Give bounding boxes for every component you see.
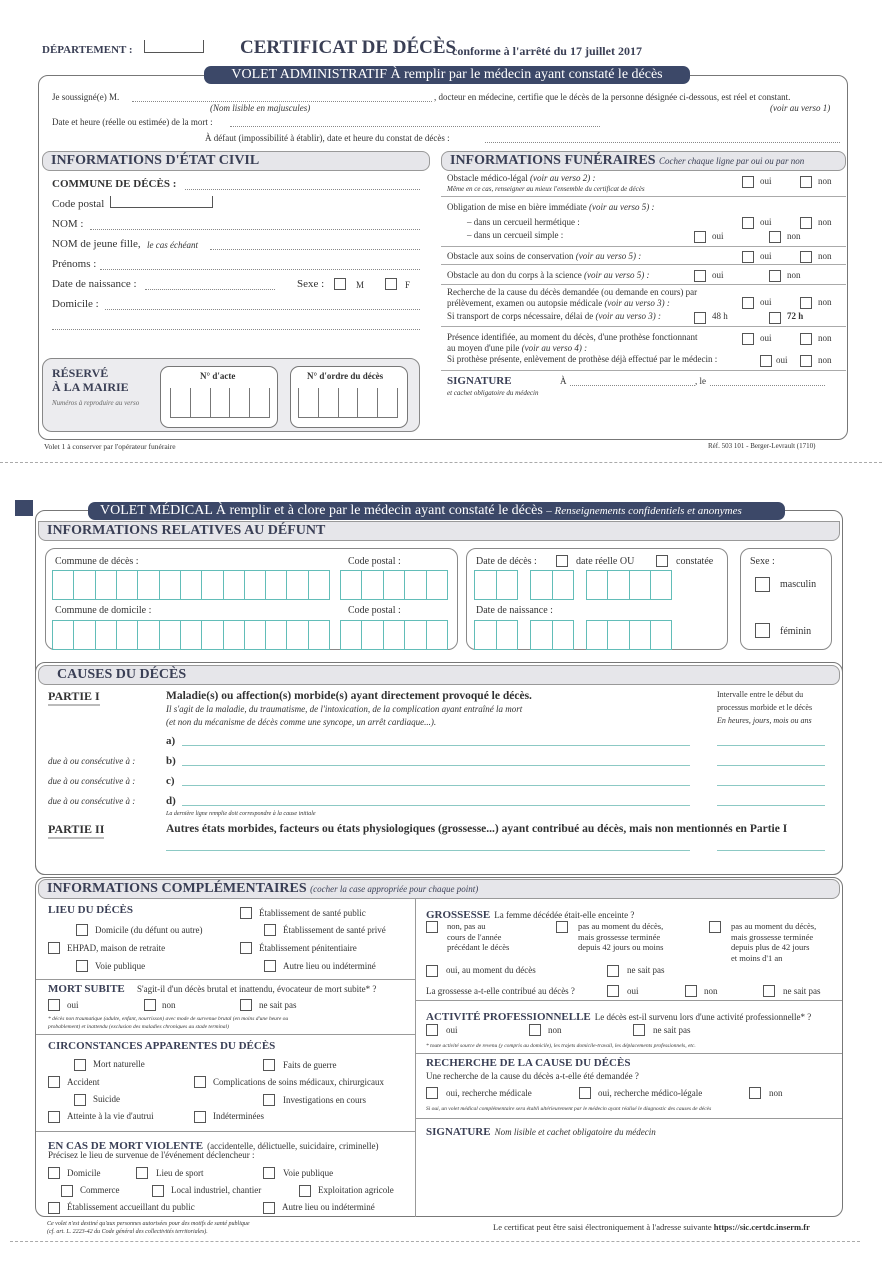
medicale-label: oui, recherche médicale (446, 1088, 532, 1098)
non-label: non (818, 176, 832, 186)
etat-civil-header: INFORMATIONS D'ÉTAT CIVIL (42, 151, 430, 171)
date-mort-field[interactable] (230, 126, 600, 127)
circ-accident[interactable] (48, 1076, 60, 1088)
accident-label: Accident (67, 1077, 100, 1087)
circ-suicide[interactable] (74, 1094, 86, 1106)
commune-deces-field[interactable] (52, 570, 330, 600)
contrib-question: La grossesse a-t-elle contribué au décès ? (426, 986, 575, 996)
code-postal-field[interactable] (110, 196, 213, 208)
prenoms-label: Prénoms : (52, 258, 97, 270)
date-naissance-jour[interactable] (474, 620, 518, 650)
date-naissance-label: Date de naissance : (52, 278, 137, 290)
atteinte-label: Atteinte à la vie d'autrui (67, 1111, 154, 1121)
reference: Réf. 503 101 - Berger-Levrault (1710) (708, 442, 816, 450)
domicile-field[interactable] (105, 309, 420, 310)
activite-non[interactable] (529, 1024, 541, 1036)
code-postal-label: Code postal (52, 198, 105, 210)
circ-guerre[interactable] (263, 1059, 275, 1071)
etab-label: Établissement accueillant du public (67, 1202, 195, 1212)
nsp-label: ne sait pas (783, 986, 821, 996)
a-defaut-label: À défaut (impossibilité à établir), date et heure du constat de décès : (205, 133, 450, 143)
cause-a-field[interactable] (182, 745, 690, 746)
hermetique-non[interactable] (800, 217, 812, 229)
violente-sport[interactable] (136, 1167, 148, 1179)
grossesse-non-label: non, pas au cours de l'année précédant le décès (447, 921, 510, 952)
column-divider (415, 898, 416, 1217)
soussigne-label: Je soussigné(e) M. (52, 92, 120, 102)
violente-question: Précisez le lieu de survenue de l'événement déclencheur : (48, 1150, 255, 1160)
cause-c-label: c) (166, 775, 175, 787)
compl-instr: (cocher la case appropriée pour chaque point) (310, 884, 479, 894)
cause-d-label: d) (166, 795, 176, 807)
commune-field[interactable] (185, 189, 420, 190)
sexe-m-checkbox[interactable] (334, 278, 346, 290)
recherche-non[interactable] (800, 297, 812, 309)
hermetique-oui[interactable] (742, 217, 754, 229)
non-label: non (818, 355, 832, 365)
simple-non[interactable] (769, 231, 781, 243)
code-postal-domicile-field[interactable] (340, 620, 448, 650)
violente-industriel[interactable] (152, 1185, 164, 1197)
oui-label: oui (760, 297, 772, 307)
non-label: non (818, 333, 832, 343)
simple-oui[interactable] (694, 231, 706, 243)
oui-label: oui (776, 355, 788, 365)
circonstances-title: CIRCONSTANCES APPARENTES DU DÉCÈS (48, 1040, 276, 1052)
departement-field[interactable] (144, 40, 204, 53)
48h-label: 48 h (712, 311, 728, 321)
grossesse-42-moins[interactable] (556, 921, 568, 933)
partie-2-title: Autres états morbides, facteurs ou états physiologiques (grossesse...) ayant contribué au décès, mais non mentionnés en Partie I (166, 823, 788, 835)
sig-date-field[interactable] (710, 385, 825, 386)
partie-1-note-2: (et non du mécanisme de décès comme une syncope, un arrêt cardiaque...). (166, 717, 437, 727)
prothese-non[interactable] (800, 333, 812, 345)
code-postal-label: Code postal : (348, 556, 401, 567)
grossesse-oui-moment[interactable] (426, 965, 438, 977)
voie-label: Voie publique (283, 1168, 334, 1178)
date-naissance-label: Date de naissance : (476, 605, 553, 616)
transport-label: Si transport de corps nécessaire, délai de (447, 311, 594, 321)
oui-label: oui (712, 231, 724, 241)
sport-label: Lieu de sport (156, 1168, 204, 1178)
grossesse-non[interactable] (426, 921, 438, 933)
lieu-ehpad-label: EHPAD, maison de retraite (67, 943, 166, 953)
non-label: non (818, 297, 832, 307)
nsp-label: ne sait pas (653, 1025, 691, 1035)
cut-line (0, 462, 882, 463)
nsp-label: ne sait pas (259, 1000, 297, 1010)
acte-label: N° d'acte (200, 371, 236, 381)
intervalle-c-field[interactable] (717, 785, 825, 786)
footer-legal: Ce volet n'est destiné qu'aux personnes autorisées pour des motifs de santé publique (47, 1221, 250, 1227)
recherche-question: Une recherche de la cause du décès a-t-elle été demandée ? (426, 1071, 639, 1081)
derniere-ligne-note: La dernière ligne remplie doit correspondre à la cause initiale (166, 811, 316, 817)
sexe-label: Sexe : (750, 556, 775, 567)
contrib-oui[interactable] (607, 985, 619, 997)
hermetique-label: – dans un cercueil hermétique : (467, 217, 580, 227)
cause-b-field[interactable] (182, 765, 690, 766)
date-mort-label: Date et heure (réelle ou estimée) de la mort : (52, 117, 213, 127)
non-label: non (787, 270, 801, 280)
violente-commerce[interactable] (61, 1185, 73, 1197)
activite-question: Le décès est-il survenu lors d'une activité professionnelle* ? (594, 1012, 812, 1022)
lieu-penitentiaire[interactable] (240, 942, 252, 954)
non-label: non (162, 1000, 176, 1010)
subite-question: S'agit-il d'un décès brutal et inattendu, évocateur de mort subite* ? (137, 984, 377, 994)
cachet-note: et cachet obligatoire du médecin (447, 389, 539, 397)
subite-non[interactable] (144, 999, 156, 1011)
cause-c-field[interactable] (182, 785, 690, 786)
commune-label: COMMUNE DE DÉCÈS : (52, 178, 177, 190)
obstacle-ml-label: Obstacle médico-légal (447, 173, 528, 183)
oui-label: oui (446, 1025, 458, 1035)
non-label: non (548, 1025, 562, 1035)
grossesse-42-plus[interactable] (709, 921, 721, 933)
soins-oui[interactable] (742, 251, 754, 263)
subite-nsp[interactable] (240, 999, 252, 1011)
transport-72h[interactable] (769, 312, 781, 324)
intervalle-unit: En heures, jours, mois ou ans (717, 716, 812, 725)
oui-moment-label: oui, au moment du décès (446, 965, 536, 975)
grossesse-nsp[interactable] (607, 965, 619, 977)
investigations-label: Investigations en cours (283, 1095, 366, 1105)
suicide-label: Suicide (93, 1094, 120, 1104)
activite-title: ACTIVITÉ PROFESSIONNELLE (426, 1011, 591, 1023)
certifie-text: , docteur en médecine, certifie que le décès de la personne désignée ci-dessous, est réel et constant. (434, 92, 791, 102)
non-label: non (818, 217, 832, 227)
commerce-label: Commerce (80, 1185, 120, 1195)
sexe-f-checkbox[interactable] (385, 278, 397, 290)
lieu-title: LIEU DU DÉCÈS (48, 904, 133, 916)
funeraires-title: INFORMATIONS FUNÉRAIRES (450, 153, 656, 168)
lieu-voie[interactable] (76, 960, 88, 972)
ref: (voir au verso 5) : (588, 202, 655, 212)
non-label: non (769, 1088, 783, 1098)
indeterminees-label: Indéterminées (213, 1111, 264, 1121)
mairie-title: RÉSERVÉ (52, 366, 109, 380)
oui-label: oui (627, 986, 639, 996)
contrib-non[interactable] (685, 985, 697, 997)
obstacle-ml-note: Même en ce cas, renseigner au mieux l'ensemble du certificat de décès (447, 185, 645, 193)
signature-title: SIGNATURE (447, 375, 512, 387)
partie-2-label: PARTIE II (48, 822, 104, 839)
autre-label: Autre lieu ou indéterminé (282, 1202, 375, 1212)
violente-title: EN CAS DE MORT VIOLENTE (48, 1140, 204, 1152)
don-label: Obstacle au don du corps à la science (447, 270, 582, 280)
soins-non[interactable] (800, 251, 812, 263)
cause-d-field[interactable] (182, 805, 690, 806)
cut-line-bottom (10, 1241, 860, 1242)
enlevement-oui[interactable] (760, 355, 772, 367)
circ-naturelle[interactable] (74, 1059, 86, 1071)
intervalle-label-2: processus morbide et le décès (717, 703, 813, 712)
recherche-label: Recherche de la cause du décès demandée (ou demande en cours) par (447, 287, 698, 297)
industriel-label: Local industriel, chantier (171, 1185, 262, 1195)
lieu-domicile[interactable] (76, 924, 88, 936)
ref: (voir au verso 2) : (529, 173, 596, 183)
mise-biere-label: Obligation de mise en bière immédiate (447, 202, 587, 212)
ordre-label: N° d'ordre du décès (307, 371, 384, 381)
non-label: non (704, 986, 718, 996)
due-label: due à ou consécutive à : (48, 796, 136, 806)
nom-field[interactable] (90, 229, 420, 230)
sig-lieu-field[interactable] (570, 385, 695, 386)
numero-ordre-field[interactable] (298, 388, 398, 418)
f-label: F (405, 280, 411, 290)
date-reelle-label: date réelle OU (576, 556, 635, 567)
date-naissance-mois[interactable] (530, 620, 574, 650)
activite-oui[interactable] (426, 1024, 438, 1036)
prothese-label-2: au moyen d'une pile (447, 343, 520, 353)
domicile-label: Domicile : (52, 298, 99, 310)
defunt-header: INFORMATIONS RELATIVES AU DÉFUNT (38, 521, 840, 541)
grossesse-42-moins-label: pas au moment du décès, mais grossesse terminée depuis 42 jours ou moins (578, 921, 664, 952)
complementaires-header (38, 879, 840, 899)
lieu-voie-label: Voie publique (95, 961, 146, 971)
lieu-penitentiaire-label: Établissement pénitentiaire (259, 943, 357, 953)
lieu-prive[interactable] (264, 924, 276, 936)
lieu-public[interactable] (240, 907, 252, 919)
sig-le-label: , le (695, 376, 706, 386)
recherche-medico-legale[interactable] (579, 1087, 591, 1099)
recherche-note: Si oui, un volet médical complémentaire sera établi ultérieurement par le médecin ayant réalisé le diagnostic des causes de décès (426, 1106, 712, 1112)
don-non[interactable] (769, 270, 781, 282)
simple-label: – dans un cercueil simple : (467, 230, 564, 240)
partie-2-intervalle-field[interactable] (717, 850, 825, 851)
nom-jeune-fille-label: NOM de jeune fille, (52, 238, 141, 250)
soins-label: Obstacle aux soins de conservation (447, 251, 574, 261)
lieu-ehpad[interactable] (48, 942, 60, 954)
nom-label: NOM : (52, 218, 84, 230)
code-postal-deces-field[interactable] (340, 570, 448, 600)
prothese-oui[interactable] (742, 333, 754, 345)
enlevement-label: Si prothèse présente, enlèvement de prothèse déjà effectué par le médecin : (447, 354, 718, 364)
subite-note-2: probablement) et inattendu (exclusion des maladies chroniques au stade terminal) (48, 1024, 229, 1030)
don-oui[interactable] (694, 270, 706, 282)
due-label: due à ou consécutive à : (48, 776, 136, 786)
oui-label: oui (712, 270, 724, 280)
intervalle-d-field[interactable] (717, 805, 825, 806)
lieu-autre[interactable] (264, 960, 276, 972)
subite-note: * décès non traumatique (adulte, enfant, nourrisson) avec mode de survenue brutal (en moins d'une heure ou (48, 1016, 289, 1022)
violente-voie[interactable] (263, 1167, 275, 1179)
violente-agricole[interactable] (299, 1185, 311, 1197)
transport-48h[interactable] (694, 312, 706, 324)
complications-label: Complications de soins médicaux, chirurgicaux (213, 1077, 385, 1087)
causes-header: CAUSES DU DÉCÈS (38, 665, 840, 685)
partie-1-label: PARTIE I (48, 689, 100, 706)
domicile-field-2[interactable] (52, 329, 420, 330)
sexe-label: Sexe : (297, 278, 325, 290)
lieu-public-label: Établissement de santé public (259, 908, 366, 918)
sig-a-label: À (560, 376, 567, 386)
lieu-prive-label: Établissement de santé privé (283, 925, 386, 935)
recherche-medicale[interactable] (426, 1087, 438, 1099)
recherche-title: RECHERCHE DE LA CAUSE DU DÉCÈS (426, 1057, 631, 1069)
nom-lisible-note: (Nom lisible en majuscules) (210, 103, 311, 113)
violente-domicile[interactable] (48, 1167, 60, 1179)
obstacle-ml-oui[interactable] (742, 176, 754, 188)
page-title: CERTIFICAT DE DÉCÈS (240, 37, 457, 58)
ref: (voir au verso 4) : (521, 343, 588, 353)
intervalle-a-field[interactable] (717, 745, 825, 746)
recherche-oui[interactable] (742, 297, 754, 309)
mairie-title-2: À LA MAIRIE (52, 380, 129, 394)
date-deces-jour[interactable] (474, 570, 518, 600)
footer-legal-2: (cf. art. L. 2223-42 du Code général des collectivités territoriales). (47, 1229, 208, 1235)
obstacle-ml-non[interactable] (800, 176, 812, 188)
72h-label: 72 h (787, 311, 804, 321)
oui-label: oui (760, 217, 772, 227)
subite-oui[interactable] (48, 999, 60, 1011)
cas-echeant-note: le cas échéant (147, 240, 198, 250)
non-label: non (818, 251, 832, 261)
oui-label: oui (760, 176, 772, 186)
due-label: due à ou consécutive à : (48, 756, 136, 766)
date-constatee-checkbox[interactable] (656, 555, 668, 567)
partie-1-title: Maladie(s) ou affection(s) morbide(s) ayant directement provoqué le décès. (166, 690, 532, 702)
date-deces-mois[interactable] (530, 570, 574, 600)
contrib-nsp[interactable] (763, 985, 775, 997)
constatee-label: constatée (676, 556, 714, 567)
oui-label: oui (67, 1000, 79, 1010)
oui-label: oui (760, 333, 772, 343)
feminin-checkbox[interactable] (755, 623, 770, 638)
code-postal-label: Code postal : (348, 605, 401, 616)
non-label: non (787, 231, 801, 241)
partie-1-note: Il s'agit de la maladie, du traumatisme, de l'intoxication, de la complication ayant entraîné la mort (166, 704, 523, 714)
commune-domicile-field[interactable] (52, 620, 330, 650)
circ-indeterminees[interactable] (194, 1111, 206, 1123)
departement-label: DÉPARTEMENT : (42, 44, 133, 56)
numero-acte-field[interactable] (170, 388, 270, 418)
compl-title: INFORMATIONS COMPLÉMENTAIRES (47, 881, 307, 896)
nom-jeune-fille-field[interactable] (210, 249, 420, 250)
signature-note: Nom lisible et cachet obligatoire du médecin (494, 1127, 656, 1137)
oui-label: oui (760, 251, 772, 261)
recherche-label-2: prélèvement, examen ou autopsie médicale (447, 298, 603, 308)
footer-online: Le certificat peut être saisi électroniquement à l'adresse suivante (493, 1222, 712, 1232)
partie-2-field[interactable] (166, 850, 690, 851)
recherche-non[interactable] (749, 1087, 761, 1099)
subite-title: MORT SUBITE (48, 983, 125, 995)
intervalle-label: Intervalle entre le début du (717, 690, 804, 699)
page-subtitle: conforme à l'arrêté du 17 juillet 2017 (452, 44, 642, 58)
violente-paren: (accidentelle, délictuelle, suicidaire, criminelle) (207, 1141, 379, 1151)
lieu-autre-label: Autre lieu ou indéterminé (283, 961, 376, 971)
date-deces-label: Date de décès : (476, 556, 537, 567)
verso-note: (voir au verso 1) (770, 103, 831, 113)
agricole-label: Exploitation agricole (318, 1185, 394, 1195)
lieu-domicile-label: Domicile (du défunt ou autre) (95, 925, 203, 935)
commune-domicile-label: Commune de domicile : (55, 605, 152, 616)
ref: (voir au verso 5) : (583, 270, 650, 280)
grossesse-title: GROSSESSE (426, 909, 491, 921)
medico-legale-label: oui, recherche médico-légale (598, 1088, 703, 1098)
naturelle-label: Mort naturelle (93, 1059, 145, 1069)
masculin-label: masculin (780, 579, 817, 590)
activite-nsp[interactable] (633, 1024, 645, 1036)
commune-deces-label: Commune de décès : (55, 556, 139, 567)
admin-banner: VOLET ADMINISTRATIF À remplir par le médecin ayant constaté le décès (204, 66, 690, 84)
date-constat-field[interactable] (485, 142, 840, 143)
domicile-label: Domicile (67, 1168, 101, 1178)
circ-complications[interactable] (194, 1076, 206, 1088)
signature-title: SIGNATURE (426, 1126, 491, 1138)
signature-area[interactable] (420, 1138, 835, 1213)
prenoms-field[interactable] (100, 269, 420, 270)
corner-mark (15, 500, 33, 516)
prothese-label: Présence identifiée, au moment du décès, d'une prothèse fonctionnant (447, 332, 698, 342)
circ-atteinte[interactable] (48, 1111, 60, 1123)
grossesse-42-plus-label: pas au moment du décès, mais grossesse terminée depuis plus de 42 jours et moins d'1 an (731, 921, 817, 963)
cause-a-label: a) (166, 735, 176, 747)
guerre-label: Faits de guerre (283, 1060, 337, 1070)
feminin-label: féminin (780, 626, 812, 637)
confidential-note: – Renseignements confidentiels et anonymes (546, 505, 742, 517)
date-reelle-checkbox[interactable] (556, 555, 568, 567)
ref: (voir au verso 5) : (575, 251, 642, 261)
medical-banner-text: VOLET MÉDICAL À remplir et à clore par le médecin ayant constaté le décès (100, 503, 543, 518)
masculin-checkbox[interactable] (755, 577, 770, 592)
intervalle-b-field[interactable] (717, 765, 825, 766)
funeraires-instr: Cocher chaque ligne par oui ou par non (658, 156, 805, 166)
ref: (voir au verso 3) : (595, 311, 661, 321)
ref: (voir au verso 3) : (604, 298, 670, 308)
violente-etab[interactable] (48, 1202, 60, 1214)
date-naissance-annee[interactable] (586, 620, 672, 650)
enlevement-non[interactable] (800, 355, 812, 367)
circ-investigations[interactable] (263, 1094, 275, 1106)
date-naissance-field[interactable] (145, 289, 275, 290)
funeraires-header (441, 151, 846, 171)
medecin-name-field[interactable] (132, 101, 432, 102)
violente-autre[interactable] (263, 1202, 275, 1214)
nsp-label: ne sait pas (627, 965, 665, 975)
admin-footer: Volet 1 à conserver par l'opérateur funéraire (44, 442, 176, 451)
activite-note: * toute activité source de revenu (y compris au domicile), les trajets domicile-travail, les déplacements professionnels, etc. (426, 1043, 696, 1049)
m-label: M (356, 280, 365, 290)
medical-banner (88, 502, 785, 520)
mairie-note: Numéros à reproduire au verso (52, 399, 140, 407)
date-deces-annee[interactable] (586, 570, 672, 600)
online-url-link[interactable]: https://sic.certdc.inserm.fr (713, 1222, 810, 1232)
cause-b-label: b) (166, 755, 176, 767)
grossesse-question: La femme décédée était-elle enceinte ? (494, 910, 635, 920)
